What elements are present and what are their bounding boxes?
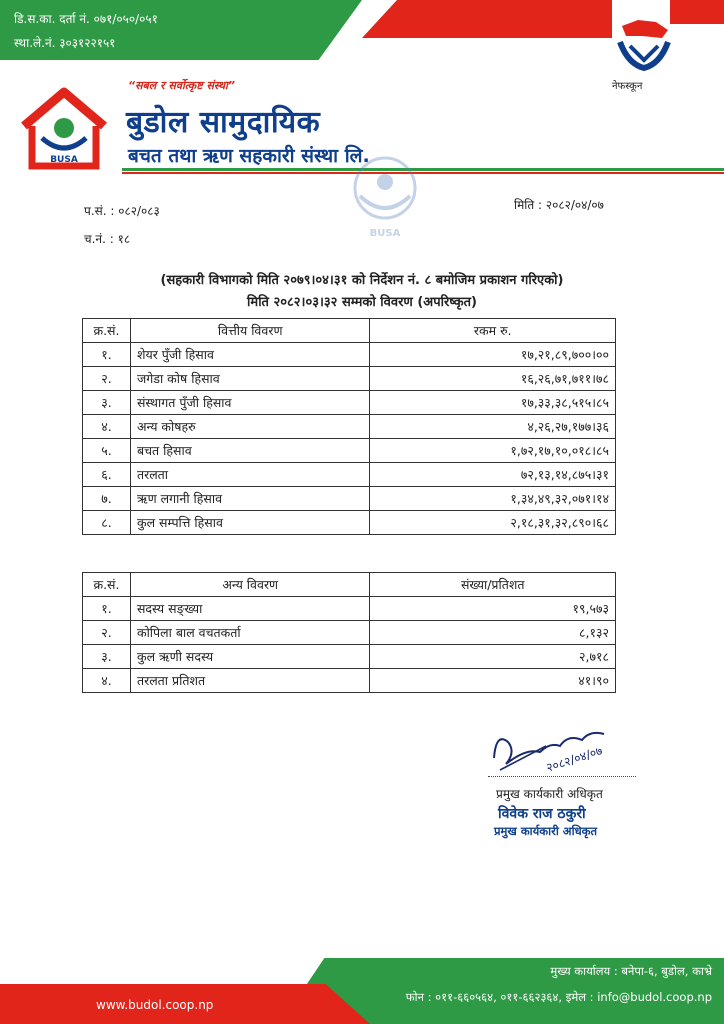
handwritten-signature: [486, 712, 636, 782]
footer-website-link[interactable]: www.budol.coop.np: [96, 998, 214, 1012]
organization-logo: [18, 86, 110, 174]
row-serial: ६.: [83, 463, 131, 487]
table-row: [83, 597, 616, 621]
row-description: अन्य कोषहरु: [130, 415, 369, 439]
column-header-description: अन्य विवरण: [130, 573, 370, 597]
table-row: [83, 511, 616, 535]
row-value: १९,५७३: [370, 597, 616, 621]
watermark-text: BUSA: [369, 228, 401, 239]
dispatch-number: च.नं. : १८: [84, 232, 131, 246]
signature-line: [488, 776, 636, 777]
row-amount: १,७२,१७,१०,०१८।८५: [370, 439, 616, 463]
table-row: [83, 669, 616, 693]
row-serial: ७.: [83, 487, 131, 511]
footer-address: मुख्य कार्यालय : बनेपा-६, बुडोल, काभ्रे: [550, 964, 712, 978]
federation-label: नेफस्कून: [612, 81, 643, 92]
watermark-logo: [330, 150, 440, 240]
signatory-name: विवेक राज ठकुरी: [498, 806, 586, 822]
column-header-description: वित्तीय विवरण: [130, 319, 369, 343]
table-row: [83, 487, 616, 511]
letter-date: मिति : २०८२/०४/०७: [514, 198, 604, 212]
row-serial: २.: [83, 621, 131, 645]
column-header-amount: रकम रु.: [370, 319, 616, 343]
row-description: कुल सम्पत्ति हिसाव: [130, 511, 369, 535]
row-serial: ८.: [83, 511, 131, 535]
header-green-band: [0, 0, 362, 60]
reference-number: प.सं. : ०८२/०८३: [84, 204, 160, 218]
row-amount: ७२,१३,१४,८७५।३१: [370, 463, 616, 487]
row-amount: १,३४,४९,३२,०७१।१४: [370, 487, 616, 511]
table-row: [83, 439, 616, 463]
signatory-stamp-title: प्रमुख कार्यकारी अधिकृत: [494, 824, 598, 838]
footer-contact: फोन : ०११-६६०५६४, ०११-६६२३६४, इमेल : info@budol.coop.np: [405, 990, 712, 1004]
row-description: बचत हिसाव: [130, 439, 369, 463]
table-row: [83, 391, 616, 415]
row-amount: २,१८,३१,३२,८९०।६८: [370, 511, 616, 535]
table-row: [83, 415, 616, 439]
row-description: सदस्य सङ्ख्या: [130, 597, 370, 621]
logo-text: BUSA: [50, 155, 78, 165]
table-row: [83, 367, 616, 391]
row-description: ऋण लगानी हिसाव: [130, 487, 369, 511]
row-serial: १.: [83, 343, 131, 367]
row-description: तरलता: [130, 463, 369, 487]
financial-statement-table: [82, 318, 616, 535]
organization-subtitle: बचत तथा ऋण सहकारी संस्था लि.: [128, 145, 370, 167]
table-row: [83, 621, 616, 645]
table-row: [83, 343, 616, 367]
slogan: “सबल र सर्वोत्कृष्ट संस्था”: [128, 79, 235, 92]
row-value: ४१।९०: [370, 669, 616, 693]
row-description: कोपिला बाल वचतकर्ता: [130, 621, 370, 645]
row-value: ८,१३२: [370, 621, 616, 645]
column-header-serial: क्र.सं.: [83, 573, 131, 597]
row-serial: ४.: [83, 415, 131, 439]
row-amount: ४,२६,२७,१७७।३६: [370, 415, 616, 439]
table-row: [83, 645, 616, 669]
header-red-band: [362, 0, 612, 38]
row-serial: ३.: [83, 645, 131, 669]
column-header-serial: क्र.सं.: [83, 319, 131, 343]
other-details-table: [82, 572, 616, 693]
row-serial: १.: [83, 597, 131, 621]
signature-date: २०८२/०४/०७: [544, 743, 605, 775]
row-value: २,७१८: [370, 645, 616, 669]
row-serial: ५.: [83, 439, 131, 463]
row-description: संस्थागत पुँजी हिसाव: [130, 391, 369, 415]
table-header-row: [83, 319, 616, 343]
row-serial: ३.: [83, 391, 131, 415]
pan-number: स्था.ले.नं. ३०३१२२१५१: [14, 36, 116, 50]
column-header-count: संख्या/प्रतिशत: [370, 573, 616, 597]
table-row: [83, 463, 616, 487]
organization-name: बुडोल सामुदायिक: [126, 105, 321, 140]
notice-heading: (सहकारी विभागको मिति २०७९।०४।३१ को निर्देशन नं. ८ बमोजिम प्रकाशन गरिएको): [160, 273, 564, 288]
registration-number: डि.स.का. दर्ता नं. ०७१/०५०/०५१: [14, 12, 158, 26]
row-description: तरलता प्रतिशत: [130, 669, 370, 693]
row-serial: ४.: [83, 669, 131, 693]
row-serial: २.: [83, 367, 131, 391]
signatory-title: प्रमुख कार्यकारी अधिकृत: [496, 787, 603, 801]
row-description: कुल ऋणी सदस्य: [130, 645, 370, 669]
row-amount: १७,३३,३८,५१५।८५: [370, 391, 616, 415]
row-amount: १७,२१,८९,७००।००: [370, 343, 616, 367]
table-header-row: [83, 573, 616, 597]
row-description: जगेडा कोष हिसाव: [130, 367, 369, 391]
notice-subheading: मिति २०८२।०३।३२ सम्मको विवरण (अपरिष्कृत): [247, 295, 477, 310]
row-amount: १६,२६,७१,७११।७८: [370, 367, 616, 391]
row-description: शेयर पुँजी हिसाव: [130, 343, 369, 367]
